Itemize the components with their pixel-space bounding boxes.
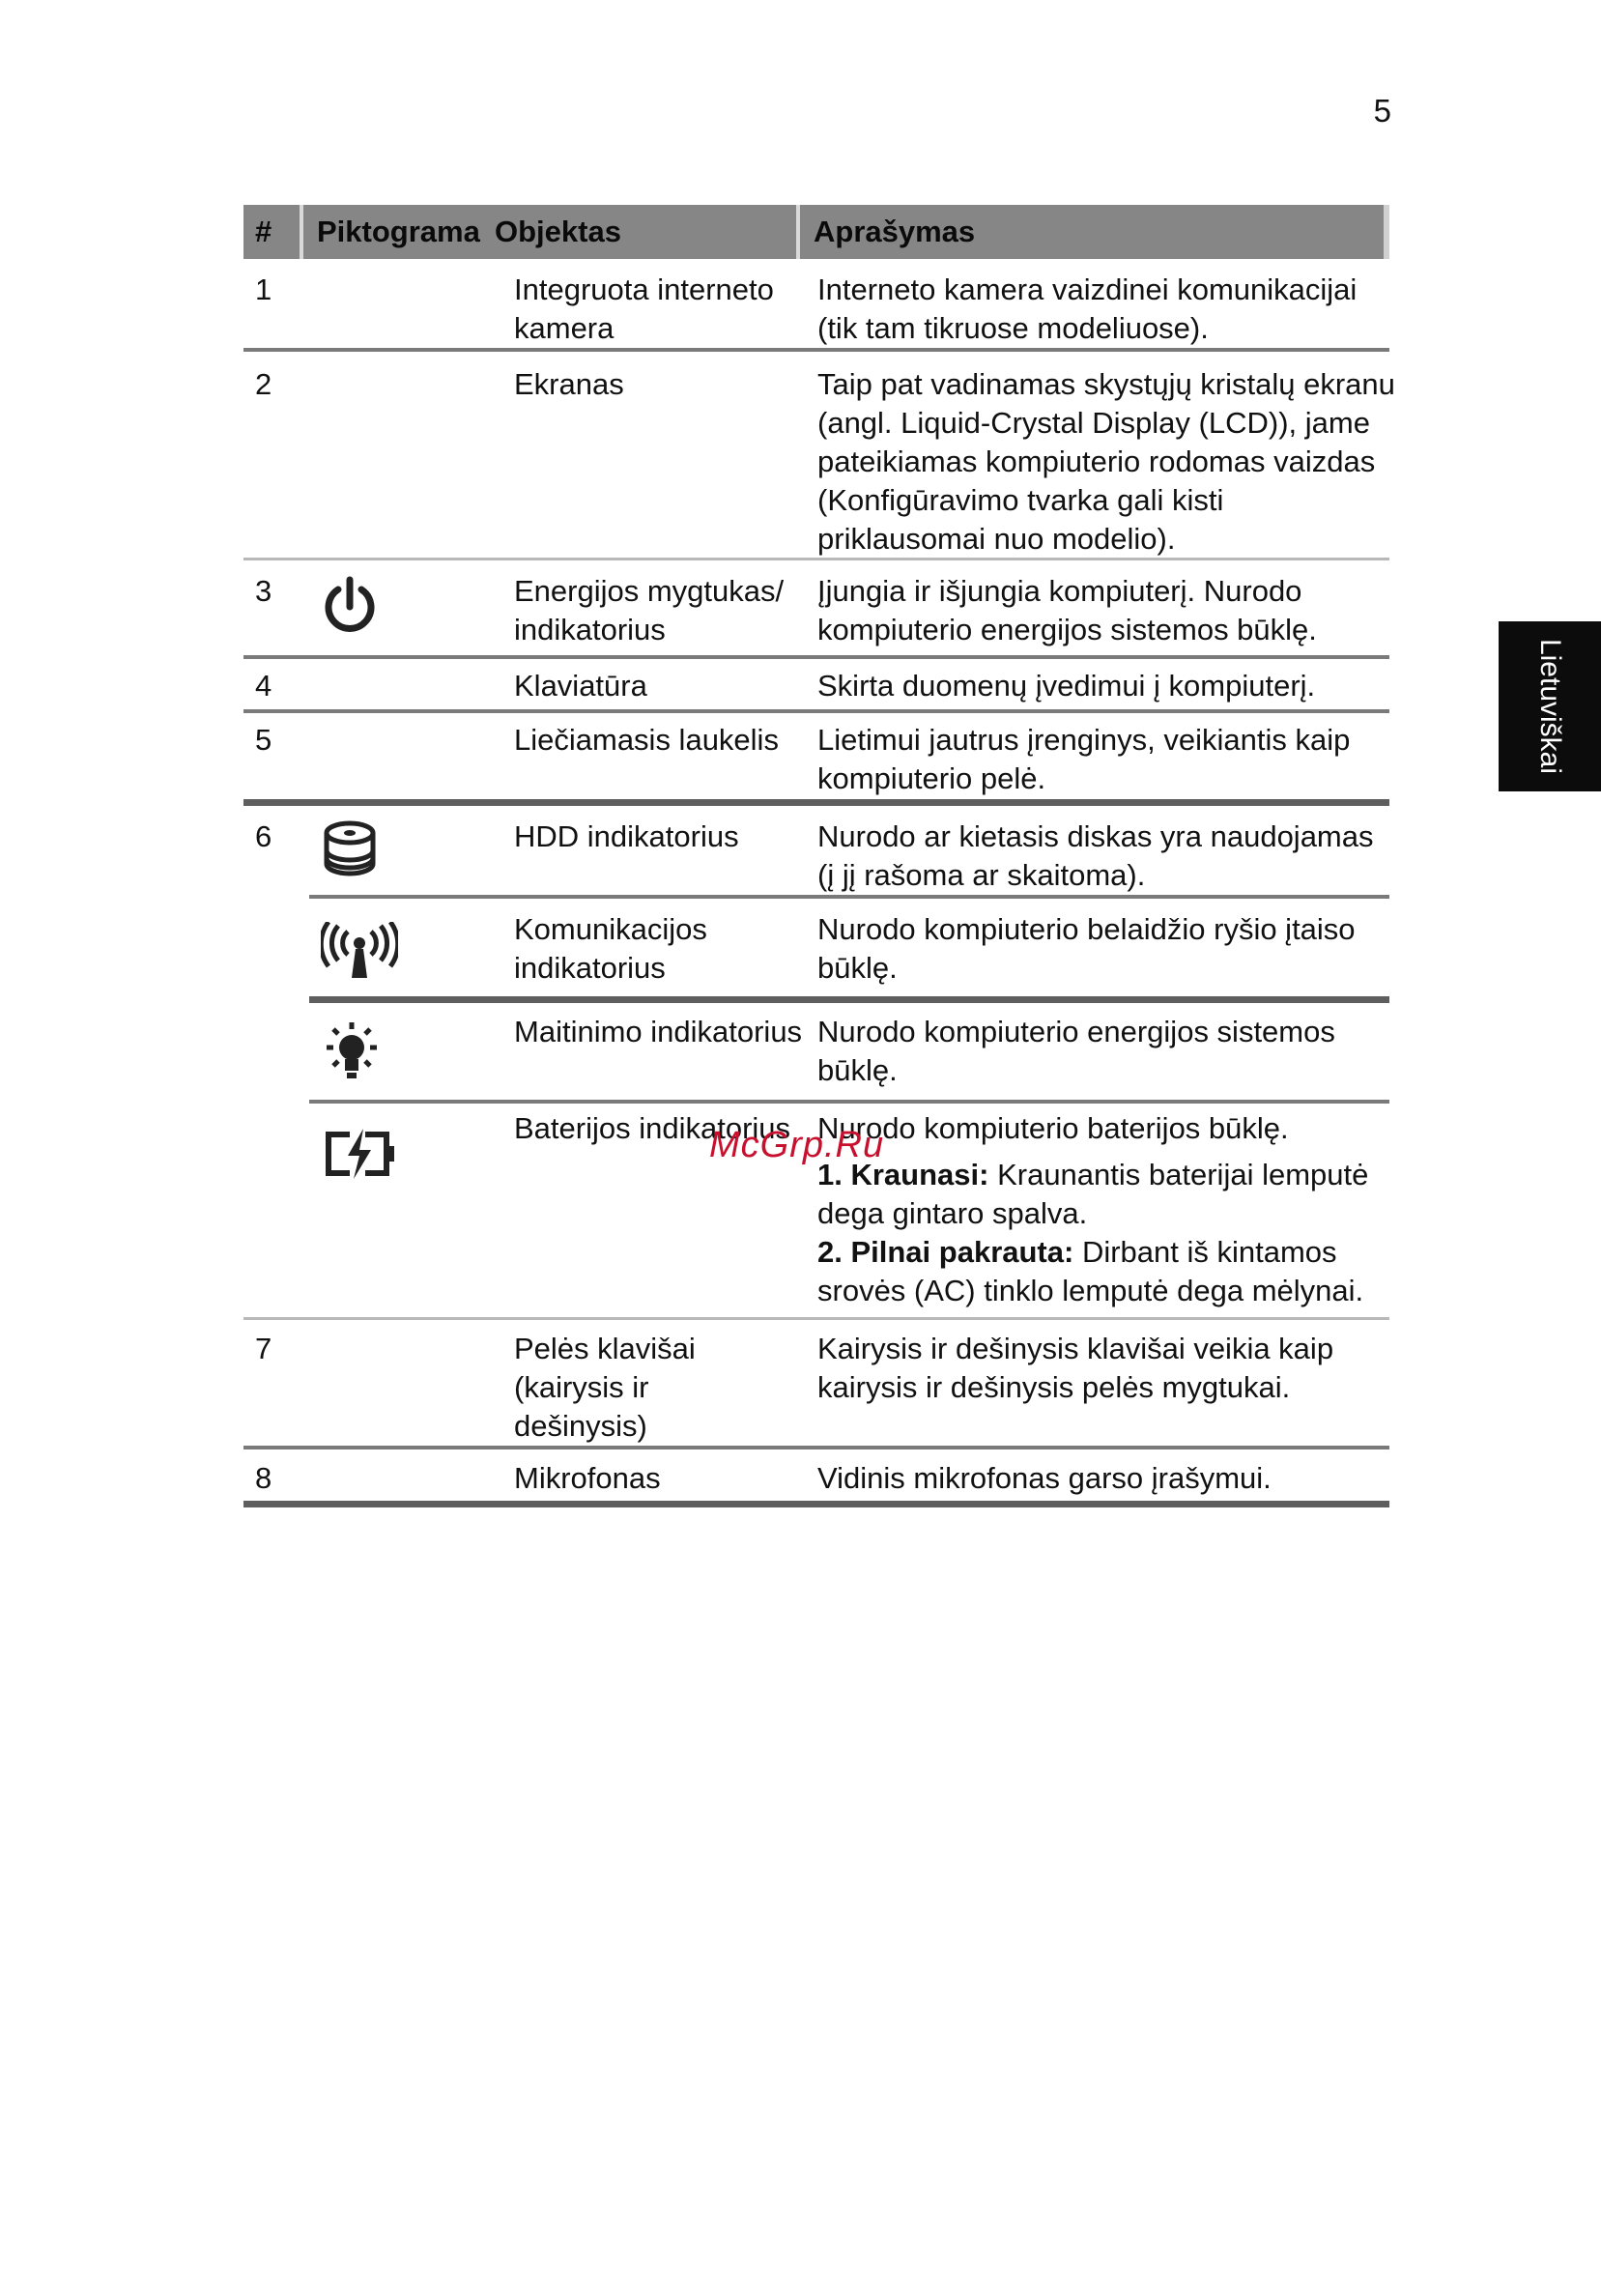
power-light-icon bbox=[321, 1020, 383, 1084]
row-description: Nurodo ar kietasis diskas yra naudojamas (į jį rašoma ar skaitoma). bbox=[817, 819, 1374, 892]
battery-charge-icon bbox=[321, 1127, 398, 1181]
row-number: 1 bbox=[255, 273, 272, 306]
row-number: 4 bbox=[255, 669, 272, 703]
header-description: Aprašymas bbox=[814, 215, 976, 248]
row-object: HDD indikatorius bbox=[514, 819, 739, 853]
status-item bbox=[817, 1156, 1397, 1233]
row-number: 2 bbox=[255, 367, 272, 401]
components-table bbox=[243, 205, 1395, 1507]
row-description: Lietimui jautrus įrenginys, veikiantis kaip kompiuterio pelė. bbox=[817, 723, 1351, 795]
row-object: Baterijos indikatorius bbox=[514, 1111, 791, 1145]
row-description-block bbox=[817, 1109, 1397, 1310]
table-row bbox=[243, 1449, 1389, 1507]
row-separator bbox=[309, 996, 1389, 1003]
row-number: 6 bbox=[255, 819, 272, 853]
row-description: Nurodo kompiuterio energijos sistemos būklę. bbox=[817, 1015, 1335, 1087]
table-row bbox=[243, 1320, 1389, 1449]
row-object: Maitinimo indikatorius bbox=[514, 1015, 803, 1048]
row-description: Įjungia ir išjungia kompiuterį. Nurodo kompiuterio energijos sistemos būklę. bbox=[817, 574, 1317, 646]
header-number: # bbox=[243, 205, 303, 259]
language-side-tab-label: Lietuviškai bbox=[1534, 638, 1567, 775]
row-object: Integruota interneto kamera bbox=[514, 273, 774, 345]
row-separator bbox=[243, 799, 1389, 806]
row-object: Klaviatūra bbox=[514, 669, 647, 703]
table-row bbox=[243, 352, 1395, 560]
row-number: 7 bbox=[255, 1332, 272, 1365]
status-item bbox=[817, 1233, 1397, 1310]
row-description: Kairysis ir dešinysis klavišai veikia kaip kairysis ir dešinysis pelės mygtukai. bbox=[817, 1332, 1334, 1404]
row-description: Nurodo kompiuterio baterijos būklę. bbox=[817, 1111, 1289, 1145]
row-object: Mikrofonas bbox=[514, 1461, 661, 1495]
status-item-label: 2. Pilnai pakrauta: bbox=[817, 1235, 1074, 1269]
status-item-label: 1. Kraunasi: bbox=[817, 1158, 989, 1191]
row-number: 8 bbox=[255, 1461, 272, 1495]
table-row bbox=[243, 1003, 1389, 1104]
watermark-text: McGrp.Ru bbox=[709, 1125, 885, 1165]
row-separator bbox=[243, 1501, 1389, 1507]
table-row bbox=[243, 560, 1389, 659]
row-description: Interneto kamera vaizdinei komunikacijai (tik tam tikruose modeliuose). bbox=[817, 273, 1358, 345]
status-item-text: Dirbant iš kintamos srovės (AC) tinklo lemputė dega mėlynai. bbox=[817, 1235, 1364, 1307]
page-number: 5 bbox=[1373, 93, 1391, 129]
row-object: Energijos mygtukas/ indikatorius bbox=[514, 574, 785, 646]
table-row bbox=[243, 899, 1389, 1003]
table-header bbox=[243, 205, 1389, 259]
wireless-icon bbox=[321, 922, 398, 982]
row-object: Komunikacijos indikatorius bbox=[514, 912, 707, 985]
header-object: Objektas bbox=[495, 205, 800, 259]
row-number: 3 bbox=[255, 574, 272, 608]
row-object: Ekranas bbox=[514, 367, 624, 401]
row-object: Liečiamasis laukelis bbox=[514, 723, 779, 757]
table-row bbox=[243, 259, 1389, 352]
table-row bbox=[243, 713, 1389, 806]
power-icon bbox=[321, 576, 379, 638]
row-description: Vidinis mikrofonas garso įrašymui. bbox=[817, 1461, 1272, 1495]
row-description: Skirta duomenų įvedimui į kompiuterį. bbox=[817, 669, 1316, 703]
row-number: 5 bbox=[255, 723, 272, 757]
row-description: Taip pat vadinamas skystųjų kristalų ekranu (angl. Liquid-Crystal Display (LCD)), jame pateikiamas kompiuterio rodomas vaizdas (Konfigūravimo tvarka gali kisti priklausomai nuo modelio). bbox=[817, 367, 1395, 556]
header-icon: Piktograma bbox=[317, 215, 480, 248]
language-side-tab bbox=[1499, 621, 1601, 791]
status-item-text: Kraunantis baterijai lemputė dega gintaro spalva. bbox=[817, 1158, 1369, 1230]
row-object: Pelės klavišai (kairysis ir dešinysis) bbox=[514, 1332, 696, 1443]
table-row bbox=[243, 806, 1389, 899]
table-row bbox=[243, 659, 1389, 713]
row-description: Nurodo kompiuterio belaidžio ryšio įtaiso būklę. bbox=[817, 912, 1356, 985]
hdd-icon bbox=[321, 819, 379, 883]
